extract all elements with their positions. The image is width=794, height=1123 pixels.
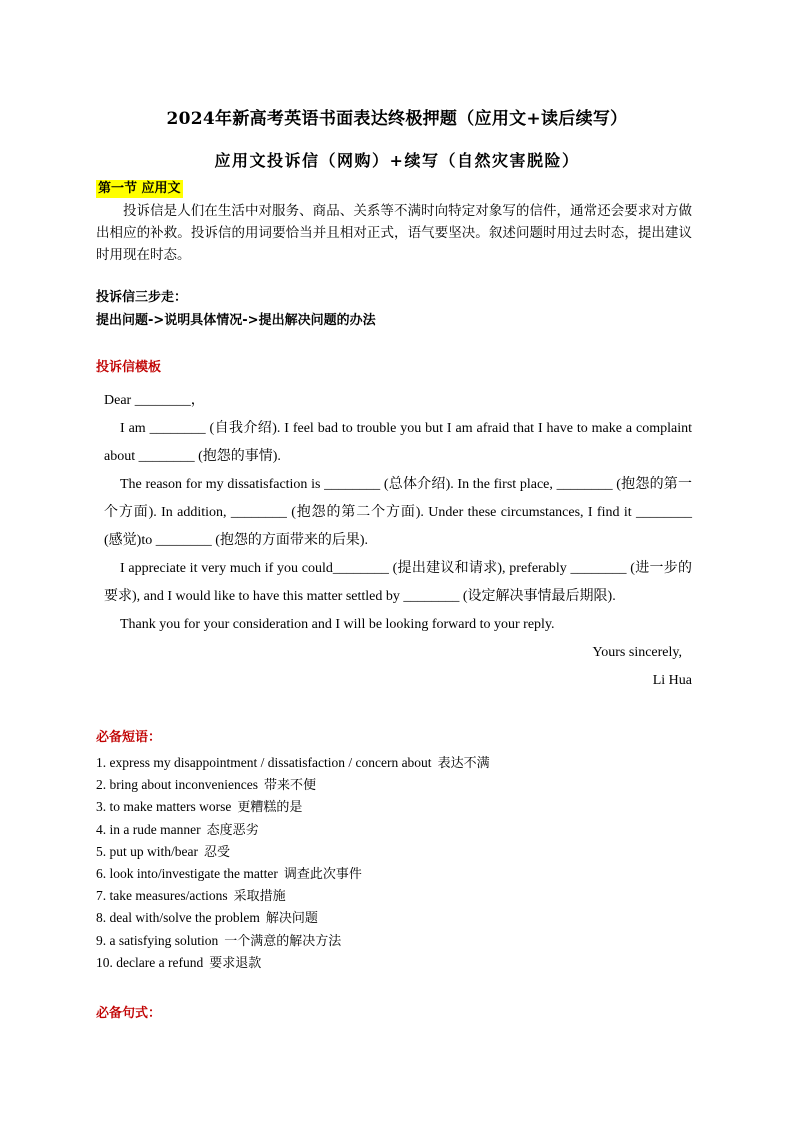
- list-item: [96, 885, 490, 907]
- phrase-en: 3. to make matters worse: [96, 799, 232, 815]
- phrase-en: 1. express my disappointment / dissatisfaction / concern about: [96, 755, 432, 770]
- list-item: [96, 930, 490, 952]
- phrase-en: 9. a satisfying solution: [96, 932, 219, 948]
- list-item: [96, 863, 490, 885]
- list-item: [96, 752, 490, 774]
- phrase-en: 7. take measures/actions: [96, 888, 228, 904]
- phrase-cn: 要求退款: [209, 955, 262, 971]
- phrase-en: 8. deal with/solve the problem: [96, 910, 260, 926]
- list-item: [96, 796, 490, 818]
- intro-text: 投诉信是人们在生活中对服务、商品、关系等不满时向特定对象写的信件，通常还会要求对方做出相应的补救。投诉信的用词要恰当并且相对正式，语气要坚决。叙述问题时用过去时态，提出建议时用现在时态。: [96, 203, 692, 263]
- phrase-cn: 忍受: [203, 844, 230, 860]
- phrase-en: 4. in a rude manner: [96, 821, 201, 837]
- list-item: [96, 907, 490, 929]
- document-title: 2024年新高考英语书面表达终极押题（应用文+读后续写）: [166, 109, 628, 129]
- sentences-heading: 必备句式：: [96, 1006, 162, 1021]
- letter-paragraph-1: I am ________ (自我介绍). I feel bad to trouble you but I am afraid that I have to make a complaint about ________ (抱怨的事情).: [104, 421, 692, 464]
- steps-title: 投诉信三步走：: [96, 290, 188, 305]
- document-subtitle: 应用文投诉信（网购）+续写（自然灾害脱险）: [214, 151, 580, 170]
- phrase-cn: 采取措施: [233, 889, 286, 905]
- letter-closing: Yours sincerely,: [592, 645, 682, 660]
- list-item: [96, 841, 490, 863]
- list-item: [96, 952, 490, 974]
- list-item: [96, 774, 490, 796]
- phrase-en: 10. declare a refund: [96, 954, 204, 970]
- letter-signature: Li Hua: [652, 673, 692, 688]
- letter-salutation: Dear ________，: [104, 393, 205, 408]
- phrase-en: 2. bring about inconveniences: [96, 777, 258, 793]
- phrase-en: 6. look into/investigate the matter: [96, 866, 278, 882]
- letter-paragraph-3: I appreciate it very much if you could________ (提出建议和请求), preferably ________ (进一步的要求), and I would like to have this matter settled by ________ (设定解决事情最后期限).: [104, 561, 692, 604]
- phrase-cn: 表达不满: [437, 756, 490, 771]
- steps-text: 提出问题->说明具体情况->提出解决问题的办法: [96, 313, 376, 328]
- letter-template: [104, 387, 692, 695]
- template-heading: 投诉信模板: [96, 360, 162, 375]
- intro-paragraph: [96, 200, 692, 266]
- letter-paragraph-4: Thank you for your consideration and I will be looking forward to your reply.: [120, 617, 555, 632]
- letter-paragraph-2: The reason for my dissatisfaction is ________ (总体介绍). In the first place, ________ (抱怨的第一个方面). In addition, ________ (抱怨的第二个方面). Under these circumstances, I find it ________ (感觉)to ________ (抱怨的方面带来的后果).: [104, 477, 692, 548]
- section-label-highlight: 第一节 应用文: [98, 181, 181, 196]
- phrase-cn: 一个满意的解决方法: [224, 933, 342, 949]
- phrases-heading: 必备短语：: [96, 730, 162, 745]
- list-item: [96, 819, 490, 841]
- phrase-cn: 调查此次事件: [283, 867, 362, 883]
- phrase-cn: 更糟糕的是: [237, 800, 303, 816]
- phrase-en: 5. put up with/bear: [96, 843, 198, 859]
- phrase-cn: 带来不便: [263, 778, 316, 794]
- phrase-cn: 解决问题: [265, 911, 318, 927]
- phrases-list: [96, 752, 490, 974]
- phrase-cn: 态度恶劣: [206, 822, 259, 838]
